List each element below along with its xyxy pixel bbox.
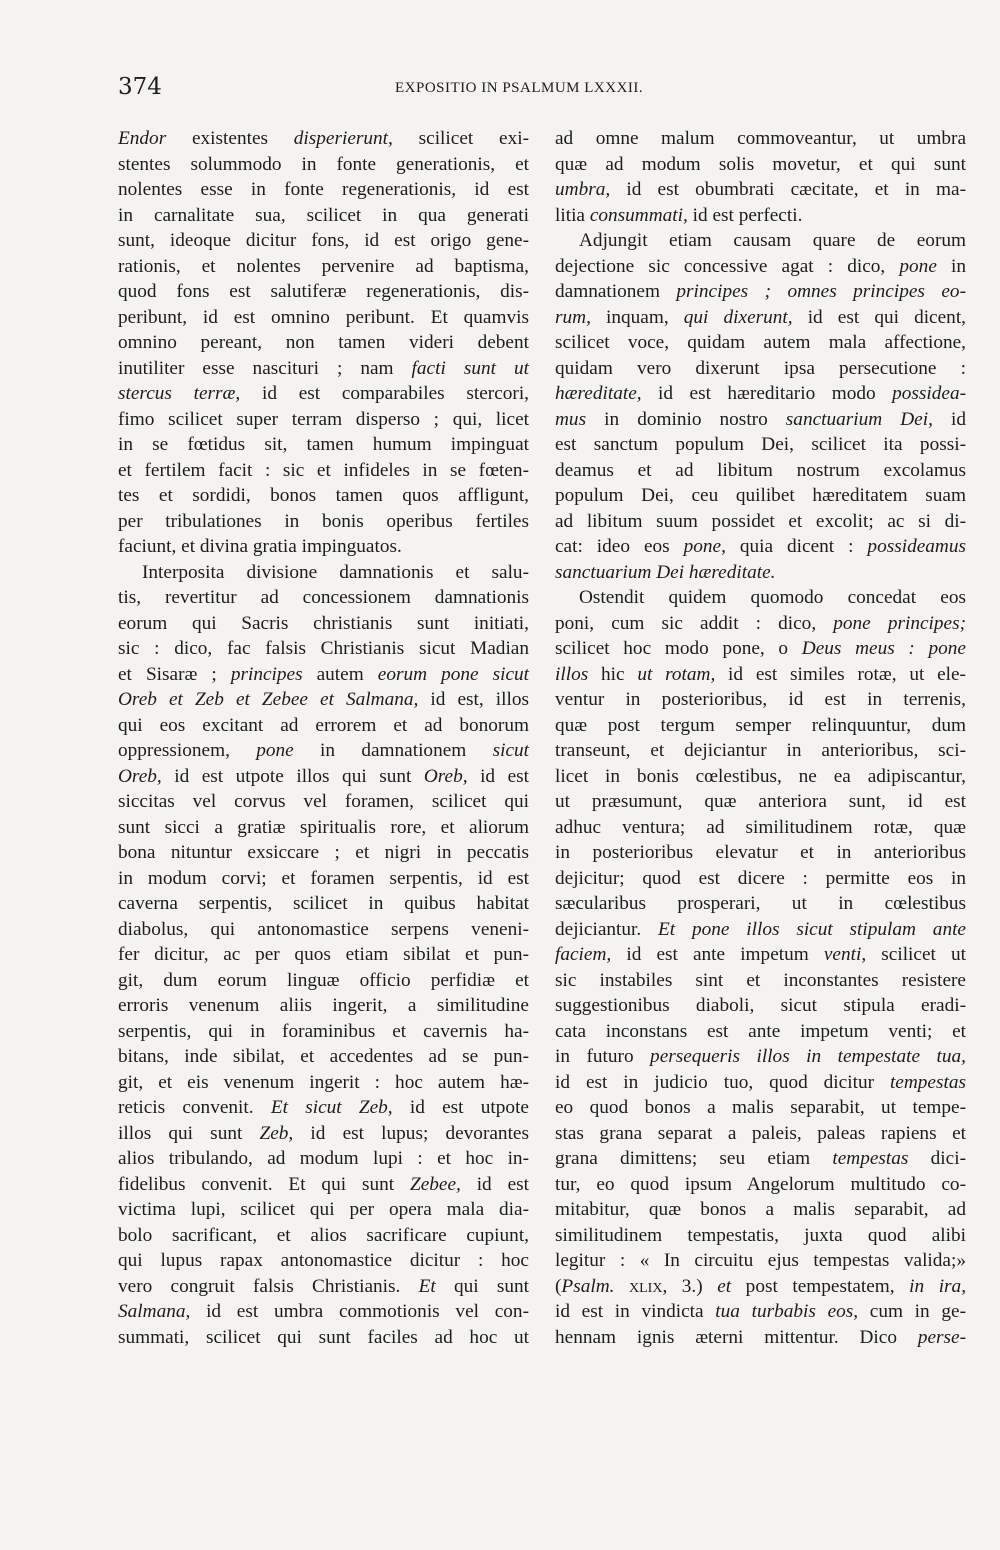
italic-text: rum,: [555, 306, 591, 328]
italic-text: possideamus: [867, 536, 966, 557]
text-segment: in dominio nostro: [586, 408, 786, 430]
text-segment: sunt, ideoque dicitur fons, id est origo gene-: [118, 230, 529, 251]
text-segment: id est perfecti.: [687, 204, 803, 226]
text-segment: erroris venenum aliis ingerit, a similitudine: [118, 995, 529, 1016]
text-line: [118, 585, 529, 611]
text-segment: in damnationem: [293, 740, 493, 761]
italic-text: Endor: [118, 128, 167, 149]
text-line: [555, 458, 966, 484]
text-segment: suggestionibus diaboli, sicut stipula eradi-: [555, 995, 966, 1016]
text-segment: eorum qui Sacris christianis sunt initiati,: [118, 612, 529, 634]
text-line: [118, 1095, 529, 1121]
text-segment: siccitas vel corvus vel foramen, scilicet qui: [118, 791, 529, 812]
text-segment: fimo scilicet super terram disperso ; qui, licet: [118, 408, 529, 430]
text-segment: et fertilem facit : sic et infideles in se fœten-: [118, 459, 529, 481]
text-line: [118, 789, 529, 815]
text-line: [118, 1172, 529, 1198]
text-line: [555, 917, 966, 943]
left-text-column: [118, 126, 529, 1350]
italic-text: principes: [230, 663, 303, 685]
text-line: [118, 866, 529, 892]
italic-text: sicut: [492, 740, 529, 761]
text-segment: scilicet ut: [866, 944, 967, 965]
text-line: [555, 662, 966, 688]
text-segment: Adjungit etiam causam quare de eorum: [579, 230, 966, 251]
text-line: [555, 279, 966, 305]
italic-text: pone,: [683, 536, 726, 557]
text-segment: qui sunt: [435, 1275, 530, 1297]
text-line: [555, 891, 966, 917]
text-segment: ut præsumunt, quæ anteriora sunt, id est: [555, 791, 966, 812]
text-line: [118, 993, 529, 1019]
text-segment: qui eos excitant ad errorem et ad bonorum: [118, 714, 529, 736]
text-segment: in se fœtidus sit, tamen humum impinguat: [118, 434, 529, 455]
italic-text: principes ; omnes principes eo-: [676, 281, 966, 302]
text-segment: dejicitur; quod est dicere : permitte eos in: [555, 867, 966, 889]
text-line: [555, 1248, 966, 1274]
text-line: [118, 917, 529, 943]
text-segment: in modum corvi; et foramen serpentis, id est: [118, 867, 529, 889]
text-line: [118, 687, 529, 713]
text-segment: id est ante impetum: [611, 944, 824, 965]
text-segment: serpentis, qui in foraminibus et cavernis ha-: [118, 1020, 529, 1042]
italic-text: facti sunt ut: [411, 357, 529, 379]
text-line: [555, 432, 966, 458]
text-segment: damnationem: [555, 281, 677, 302]
text-segment: autem: [302, 663, 378, 685]
text-segment: summati, scilicet qui sunt faciles ad hoc ut: [118, 1326, 529, 1348]
text-line: [555, 1325, 966, 1351]
italic-text: et: [717, 1275, 732, 1297]
text-segment: deamus et ad libitum nostrum excolamus: [555, 459, 966, 481]
text-segment: litia: [555, 204, 590, 226]
text-segment: quæ ad modum solis movetur, et qui sunt: [555, 153, 966, 175]
text-line: [555, 764, 966, 790]
italic-text: perse-: [917, 1326, 966, 1348]
text-segment: quia dicent :: [725, 536, 868, 557]
text-line: [555, 228, 966, 254]
text-line: [118, 560, 529, 586]
text-line: [555, 1197, 966, 1223]
text-segment: id est: [467, 765, 529, 787]
italic-text: possidea-: [892, 383, 966, 404]
text-segment: in: [936, 255, 966, 277]
text-segment: inquam,: [590, 306, 684, 328]
text-segment: sæcularibus prosperari, ut in cœlestibus: [555, 893, 966, 914]
text-line: [555, 1070, 966, 1096]
text-line: [118, 177, 529, 203]
italic-text: Zeb,: [259, 1122, 294, 1144]
text-segment: Interposita divisione damnationis et salu-: [142, 561, 529, 583]
text-line: [118, 126, 529, 152]
text-line: [118, 254, 529, 280]
text-segment: dici-: [908, 1148, 966, 1169]
text-segment: bitans, inde sibilat, et accedentes ad se pun-: [118, 1046, 529, 1067]
text-segment: eo quod bonos a malis separabit, ut tempe-: [555, 1097, 966, 1118]
text-line: [118, 636, 529, 662]
italic-text: ut rotam,: [637, 663, 716, 685]
text-segment: est sanctum populum Dei, scilicet ita possi-: [555, 434, 966, 455]
text-line: [118, 891, 529, 917]
text-segment: git, et eis venenum ingerit : hoc autem hæ-: [118, 1071, 529, 1093]
text-line: [555, 942, 966, 968]
italic-text: disperierunt,: [293, 128, 393, 149]
text-segment: similitudinem tempestatis, juxta quod alibi: [555, 1224, 966, 1246]
text-line: [118, 1146, 529, 1172]
text-segment: legitur : « In circuitu ejus tempestas valida;»: [555, 1250, 966, 1271]
page-header: [118, 74, 960, 104]
text-line: [118, 1325, 529, 1351]
text-line: [118, 279, 529, 305]
italic-text: eorum pone sicut: [377, 663, 529, 685]
italic-text: Deus meus : pone: [801, 638, 966, 659]
italic-text: Et pone illos sicut stipulam ante: [658, 918, 966, 940]
text-line: [555, 509, 966, 535]
text-segment: peribunt, id est omnino peribunt. Et quamvis: [118, 306, 529, 328]
italic-text: hæreditate,: [555, 383, 642, 404]
italic-text: tua turbabis eos,: [715, 1301, 859, 1322]
text-segment: in posterioribus elevatur et in anterioribus: [555, 842, 966, 863]
text-segment: Ostendit quidem quomodo concedat eos: [579, 587, 966, 608]
text-segment: transeunt, et dejiciantur in anterioribus, sci-: [555, 740, 966, 761]
text-line: [555, 1121, 966, 1147]
text-segment: cat: ideo eos: [555, 536, 684, 557]
text-line: [555, 993, 966, 1019]
italic-text: umbra,: [555, 179, 611, 200]
text-segment: quod fons est salutiferæ regenerationis, dis-: [118, 281, 529, 302]
text-line: [118, 738, 529, 764]
text-line: [118, 203, 529, 229]
text-segment: tes et sordidi, bonos tamen quos affligunt,: [118, 485, 529, 506]
text-line: [118, 534, 529, 560]
italic-text: Oreb et Zeb et Zebee et Salmana,: [118, 689, 419, 710]
text-line: [555, 866, 966, 892]
text-line: [118, 1274, 529, 1300]
text-segment: cata inconstans est ante impetum venti; et: [555, 1020, 966, 1042]
text-segment: hennam ignis æterni mittentur. Dico: [555, 1326, 918, 1348]
text-line: [555, 1146, 966, 1172]
text-line: [118, 381, 529, 407]
text-segment: id est umbra commotionis vel con-: [190, 1301, 529, 1322]
text-line: [118, 1070, 529, 1096]
italic-text: pone: [256, 740, 294, 761]
text-line: [118, 764, 529, 790]
italic-text: consummati,: [589, 204, 688, 226]
text-segment: id est in vindicta: [555, 1301, 716, 1322]
text-line: [118, 713, 529, 739]
text-line: [555, 203, 966, 229]
italic-text: Psalm.: [561, 1275, 615, 1297]
text-line: [555, 381, 966, 407]
italic-text: tempestas: [889, 1071, 966, 1093]
text-segment: inutiliter esse nascituri ; nam: [118, 357, 412, 379]
italic-text: Et sicut Zeb,: [270, 1097, 393, 1118]
text-segment: mitabitur, quæ bonos a malis separabit, ad: [555, 1199, 966, 1220]
text-line: [118, 968, 529, 994]
text-segment: sunt sicci a gratiæ spiritualis rore, et aliorum: [118, 816, 529, 838]
text-line: [118, 942, 529, 968]
text-line: [118, 611, 529, 637]
italic-text: tempestas: [832, 1148, 909, 1169]
text-line: [555, 1172, 966, 1198]
text-segment: id est: [460, 1173, 529, 1195]
italic-text: illos: [555, 663, 589, 685]
italic-text: sanctuarium Dei,: [785, 408, 933, 430]
text-line: [555, 534, 966, 560]
italic-text: Et: [418, 1275, 436, 1297]
page-number: 374: [118, 74, 162, 100]
text-segment: , 3.): [662, 1275, 718, 1297]
text-segment: id: [932, 408, 966, 430]
running-title: EXPOSITIO IN PSALMUM LXXXII.: [395, 80, 644, 96]
text-line: [118, 1019, 529, 1045]
text-segment: cum in ge-: [858, 1301, 966, 1322]
text-segment: scilicet exi-: [392, 128, 529, 149]
text-line: [555, 738, 966, 764]
text-line: [118, 1248, 529, 1274]
text-segment: alios tribulando, ad modum lupi : et hoc in-: [118, 1148, 529, 1169]
text-line: [118, 483, 529, 509]
italic-text: mus: [555, 408, 587, 430]
text-segment: id est obumbrati cæcitate, et in ma-: [610, 179, 966, 200]
text-line: [118, 432, 529, 458]
text-segment: diabolus, qui antonomastice serpens veneni-: [118, 918, 529, 940]
text-segment: oppressionem,: [118, 740, 257, 761]
text-segment: caverna serpentis, scilicet in quibus habitat: [118, 893, 529, 914]
text-line: [555, 713, 966, 739]
text-segment: fidelibus convenit. Et qui sunt: [118, 1173, 410, 1195]
text-segment: poni, cum sic addit : dico,: [555, 612, 834, 634]
text-segment: illos qui sunt: [118, 1122, 260, 1144]
italic-text: sanctuarium Dei hæreditate.: [555, 561, 776, 583]
text-line: [555, 560, 966, 586]
text-line: [555, 152, 966, 178]
text-segment: ventur in posterioribus, id est in terrenis,: [555, 689, 966, 710]
text-segment: sic instabiles sint et inconstantes resistere: [555, 969, 966, 991]
text-line: [118, 152, 529, 178]
text-segment: stas grana separat a paleis, paleas rapiens et: [555, 1122, 966, 1144]
text-line: [118, 815, 529, 841]
text-segment: post tempestatem,: [731, 1275, 910, 1297]
text-segment: id est utpote: [392, 1097, 529, 1118]
text-line: [118, 1044, 529, 1070]
text-line: [118, 356, 529, 382]
text-segment: populum Dei, ceu quilibet hæreditatem suam: [555, 485, 966, 506]
text-line: [555, 611, 966, 637]
italic-text: pone: [899, 255, 937, 277]
text-segment: ad omne malum commoveantur, ut umbra: [555, 128, 966, 149]
text-line: [118, 840, 529, 866]
text-line: [555, 789, 966, 815]
text-segment: id est lupus; devorantes: [293, 1122, 529, 1144]
text-line: [555, 356, 966, 382]
text-segment: bona nituntur exsiccare ; et nigri in peccatis: [118, 842, 529, 863]
text-line: [118, 509, 529, 535]
text-segment: id est in judicio tuo, quod dicitur: [555, 1071, 890, 1093]
text-segment: nolentes esse in fonte regenerationis, id est: [118, 179, 529, 200]
text-segment: per tribulationes in bonis operibus fertiles: [118, 510, 529, 532]
text-line: [555, 126, 966, 152]
text-line: [118, 1121, 529, 1147]
text-segment: existentes: [166, 128, 294, 149]
text-segment: id est hæreditario modo: [641, 383, 893, 404]
text-segment: id est comparabiles stercori,: [240, 383, 529, 404]
text-segment: et Sisaræ ;: [118, 663, 231, 685]
text-segment: dejiciantur.: [555, 918, 659, 940]
text-line: [118, 662, 529, 688]
italic-text: qui dixerunt,: [683, 306, 793, 328]
text-line: [118, 228, 529, 254]
text-line: [118, 1197, 529, 1223]
text-line: [555, 585, 966, 611]
text-segment: xlix: [629, 1275, 663, 1297]
text-line: [555, 1019, 966, 1045]
text-line: [555, 330, 966, 356]
text-segment: scilicet voce, quidam autem mala affectione,: [555, 332, 966, 353]
text-line: [118, 458, 529, 484]
text-segment: qui lupus rapax antonomastice dicitur : hoc: [118, 1250, 529, 1271]
text-line: [555, 305, 966, 331]
text-segment: licet in bonis cœlestibus, ne ea adipiscantur,: [555, 765, 966, 787]
text-segment: adhuc ventura; ad similitudinem rotæ, quæ: [555, 816, 966, 838]
text-segment: git, dum eorum linguæ officio perfidiæ et: [118, 969, 529, 991]
italic-text: in ira,: [909, 1275, 967, 1297]
text-segment: (: [555, 1275, 562, 1297]
text-line: [118, 1223, 529, 1249]
text-segment: bolo sacrificant, et alios sacrificare cupiunt,: [118, 1224, 529, 1246]
text-segment: in futuro: [555, 1046, 651, 1067]
italic-text: stercus terræ,: [118, 383, 241, 404]
text-segment: victima lupi, scilicet qui per opera mala dia-: [118, 1199, 529, 1220]
text-line: [555, 483, 966, 509]
text-line: [555, 687, 966, 713]
text-line: [555, 840, 966, 866]
text-line: [555, 407, 966, 433]
text-line: [118, 407, 529, 433]
italic-text: persequeris illos in tempestate tua,: [650, 1046, 966, 1067]
text-line: [555, 254, 966, 280]
text-line: [118, 1299, 529, 1325]
italic-text: Zebee,: [409, 1173, 461, 1195]
text-segment: sic : dico, fac falsis Christianis sicut Madian: [118, 638, 529, 659]
text-line: [555, 968, 966, 994]
text-segment: id est qui dicent,: [792, 306, 966, 328]
text-segment: rationis, et nolentes pervenire ad baptisma,: [118, 255, 529, 277]
text-line: [555, 1274, 966, 1300]
text-segment: scilicet hoc modo pone, o: [555, 638, 802, 659]
text-segment: id est similes rotæ, ut ele-: [715, 663, 966, 685]
text-segment: id est, illos: [418, 689, 530, 710]
text-segment: quidam vero dixerunt ipsa persecutione :: [555, 357, 966, 379]
text-segment: grana dimittens; seu etiam: [555, 1148, 833, 1169]
text-line: [118, 330, 529, 356]
text-segment: hic: [588, 663, 638, 685]
text-line: [555, 1095, 966, 1121]
text-segment: id est utpote illos qui sunt: [161, 765, 424, 787]
text-segment: [614, 1276, 629, 1297]
text-line: [555, 815, 966, 841]
italic-text: Oreb,: [118, 765, 162, 787]
text-line: [555, 1044, 966, 1070]
text-segment: stentes solummodo in fonte generationis, et: [118, 153, 529, 175]
right-text-column: [555, 126, 966, 1350]
text-segment: reticis convenit.: [118, 1097, 271, 1118]
text-segment: dejectione sic concessive agat : dico,: [555, 255, 900, 277]
text-line: [555, 177, 966, 203]
italic-text: Salmana,: [118, 1301, 191, 1322]
text-line: [118, 305, 529, 331]
italic-text: pone principes;: [833, 612, 967, 634]
text-segment: faciunt, et divina gratia impinguatos.: [118, 536, 402, 557]
text-segment: in carnalitate sua, scilicet in qua generati: [118, 204, 529, 226]
text-segment: vero congruit falsis Christianis.: [118, 1275, 419, 1297]
text-segment: omnino pereant, non tamen videri debent: [118, 332, 529, 353]
text-segment: quæ post tergum semper relinquuntur, dum: [555, 714, 966, 736]
text-segment: fer dicitur, ac per quos etiam sibilat et pun-: [118, 944, 529, 965]
text-segment: tur, eo quod ipsum Angelorum multitudo co-: [555, 1173, 966, 1195]
text-segment: ad libitum suum possidet et excolit; ac si di-: [555, 510, 966, 532]
text-segment: tis, revertitur ad concessionem damnationis: [118, 587, 529, 608]
italic-text: venti,: [823, 944, 867, 965]
italic-text: Oreb,: [423, 765, 468, 787]
text-line: [555, 636, 966, 662]
text-line: [555, 1299, 966, 1325]
text-line: [555, 1223, 966, 1249]
italic-text: faciem,: [555, 944, 612, 965]
